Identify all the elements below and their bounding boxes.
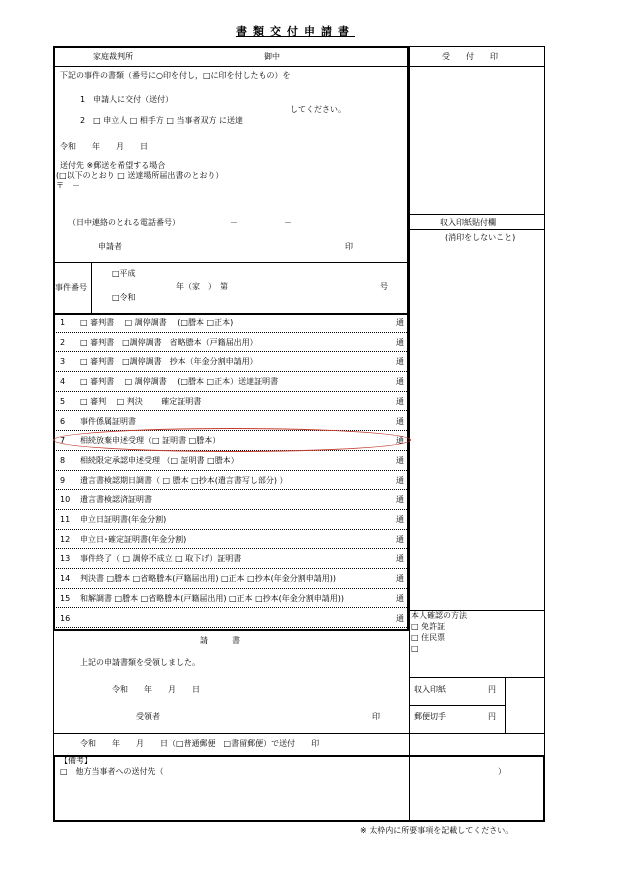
item-number: 13 xyxy=(60,554,71,564)
item-unit: 通 xyxy=(396,515,404,524)
remarks-line[interactable]: □ 他方当事者への送付先（ xyxy=(60,767,164,776)
era-heisei[interactable]: □平成 xyxy=(112,269,136,278)
item-text: 和解調書 □謄本 □省略謄本(戸籍届出用) □正本 □抄本(年金分割申請用)) xyxy=(80,593,345,603)
item-row[interactable] xyxy=(53,490,409,510)
item-text: □ 審判書 □調停調書 省略謄本（戸籍届出用） xyxy=(80,337,258,347)
item-unit: 通 xyxy=(396,554,404,564)
item-unit: 通 xyxy=(396,357,404,367)
item-row[interactable] xyxy=(53,471,409,491)
identity-resident[interactable]: □ 住民票 xyxy=(411,633,446,642)
stamp-fee-unit: 円 xyxy=(488,685,496,694)
receipt-text: 上記の申請書類を受領しました。 xyxy=(80,658,200,667)
item-number: 14 xyxy=(60,574,71,584)
item-unit: 通 xyxy=(396,475,404,485)
item-unit: 通 xyxy=(396,396,404,406)
item-unit: 通 xyxy=(396,534,404,544)
applicant-label: 申請者 xyxy=(98,242,122,251)
item-number: 9 xyxy=(60,475,66,485)
sendto-label: 送付先 ※郵送を希望する場合 xyxy=(60,161,166,170)
remarks-box xyxy=(53,755,545,822)
item-unit: 通 xyxy=(396,377,404,387)
receiver-seal: 印 xyxy=(372,712,380,721)
item-unit: 通 xyxy=(396,436,404,446)
request-date[interactable]: 令和 年 月 日 xyxy=(60,142,148,151)
item-number: 10 xyxy=(60,495,71,505)
option-serve[interactable]: 2 □ 申立人 □ 相手方 □ 当事者双方 に送達 xyxy=(80,116,244,125)
item-unit: 通 xyxy=(396,318,404,327)
item-text: □ 審判書 □ 調停調書 (□謄本 □正本) xyxy=(80,318,234,327)
stamp-area-note: (消印をしないこと) xyxy=(445,233,516,242)
item-text: 事件終了（ □ 調停不成立 □ 取下げ）証明書 xyxy=(80,554,242,564)
item-number: 16 xyxy=(60,613,71,623)
item-row[interactable] xyxy=(53,530,409,550)
item-unit: 通 xyxy=(396,613,404,623)
item-row[interactable] xyxy=(53,609,409,629)
identity-title: 本人確認の方法 xyxy=(411,611,467,620)
item-text: 遺言書検認期日調書（ □ 謄本 □抄本(遺言書写し部分) ） xyxy=(80,475,288,485)
item-text: □ 審判書 □ 調停調書 (□謄本 □正本）送達証明書 xyxy=(80,377,279,387)
item-text: 遺言書検認済証明書 xyxy=(80,495,152,505)
item-row[interactable] xyxy=(53,392,409,412)
applicant-seal: 印 xyxy=(345,242,353,251)
remarks-title: 【備考】 xyxy=(60,756,92,765)
receiver-label: 受領者 xyxy=(136,712,160,721)
item-text: □ 審判書 □調停調書 抄本（年金分割申請用） xyxy=(80,357,258,367)
item-unit: 通 xyxy=(396,416,404,426)
sendto-options[interactable]: (□以下のとおり □ 送達場所届出書のとおり） xyxy=(56,171,224,180)
item-row[interactable] xyxy=(53,352,409,372)
item-number: 1 xyxy=(60,318,66,327)
onchu-label: 御中 xyxy=(264,52,280,61)
phone-dash: － xyxy=(230,218,238,227)
item-number: 8 xyxy=(60,455,66,465)
postage-unit: 円 xyxy=(488,712,496,721)
item-unit: 通 xyxy=(396,593,404,603)
identity-license[interactable]: □ 免許証 xyxy=(411,622,446,631)
item-number: 7 xyxy=(60,436,66,446)
item-number: 5 xyxy=(60,396,66,406)
court-label: 家庭裁判所 xyxy=(93,52,133,61)
item-text: 判決書 □謄本 □省略謄本(戸籍届出用) □正本 □抄本(年金分割申請用)) xyxy=(80,574,337,584)
sent-line[interactable]: 令和 年 月 日（□普通郵便 □書留郵便）で送付 印 xyxy=(80,739,320,748)
remarks-close: ） xyxy=(498,767,506,776)
item-unit: 通 xyxy=(396,337,404,347)
case-number-mid[interactable]: 年（家 ） 第 xyxy=(176,282,228,291)
item-row[interactable] xyxy=(53,451,409,471)
item-row[interactable] xyxy=(53,372,409,392)
item-number: 2 xyxy=(60,337,66,347)
item-number: 11 xyxy=(60,515,71,524)
uketsuke-label: 受 付 印 xyxy=(442,52,498,61)
item-number: 15 xyxy=(60,593,71,603)
stamp-fee-label: 収入印紙 xyxy=(414,685,446,694)
option-deliver[interactable]: 1 申請人に交付（送付） xyxy=(80,95,174,104)
item-text: 相続限定承認申述受理 （□ 証明書 □謄本） xyxy=(80,455,239,465)
phone-dash: － xyxy=(284,218,292,227)
page-title: 書類交付申請書 xyxy=(236,25,355,38)
request-intro: 下記の事件の書類（番号に○印を付し，□に印を付したもの）を xyxy=(60,71,291,80)
postage-label: 郵便切手 xyxy=(414,712,446,721)
item-row[interactable] xyxy=(53,589,409,609)
item-row[interactable] xyxy=(53,510,409,530)
item-text: 事件係属証明書 xyxy=(80,416,136,426)
item-row[interactable] xyxy=(53,549,409,569)
item-unit: 通 xyxy=(396,495,404,505)
footer-note: ※ 太枠内に所要事項を記載してください。 xyxy=(360,826,514,835)
item-text: 相続放棄申述受理（□ 証明書 □謄本） xyxy=(80,436,221,446)
item-row[interactable] xyxy=(53,313,409,333)
item-unit: 通 xyxy=(396,574,404,584)
receipt-date[interactable]: 令和 年 月 日 xyxy=(112,685,200,694)
item-row[interactable] xyxy=(53,333,409,353)
phone-label: （日中連絡のとれる電話番号） xyxy=(68,218,180,227)
item-number: 3 xyxy=(60,357,66,367)
case-number-suffix: 号 xyxy=(380,282,388,291)
request-suffix: してください。 xyxy=(290,105,346,114)
highlight-ellipse xyxy=(53,428,411,452)
item-text: 申立日証明書(年金分割) xyxy=(80,515,167,524)
item-number: 6 xyxy=(60,416,66,426)
era-reiwa[interactable]: □令和 xyxy=(112,293,136,302)
item-number: 12 xyxy=(60,534,71,544)
case-number-label: 事件番号 xyxy=(55,283,87,292)
item-number: 4 xyxy=(60,377,66,387)
item-text: 申立日･確定証明書(年金分割) xyxy=(80,534,187,544)
receipt-title: 請 書 xyxy=(200,636,240,645)
stamp-area-title: 収入印紙貼付欄 xyxy=(440,218,496,227)
item-unit: 通 xyxy=(396,455,404,465)
postal-code[interactable]: 〒 － xyxy=(56,181,80,190)
item-row[interactable] xyxy=(53,569,409,589)
item-text: □ 審判 □ 判決 確定証明書 xyxy=(80,396,202,406)
identity-other[interactable]: □ xyxy=(411,644,419,653)
